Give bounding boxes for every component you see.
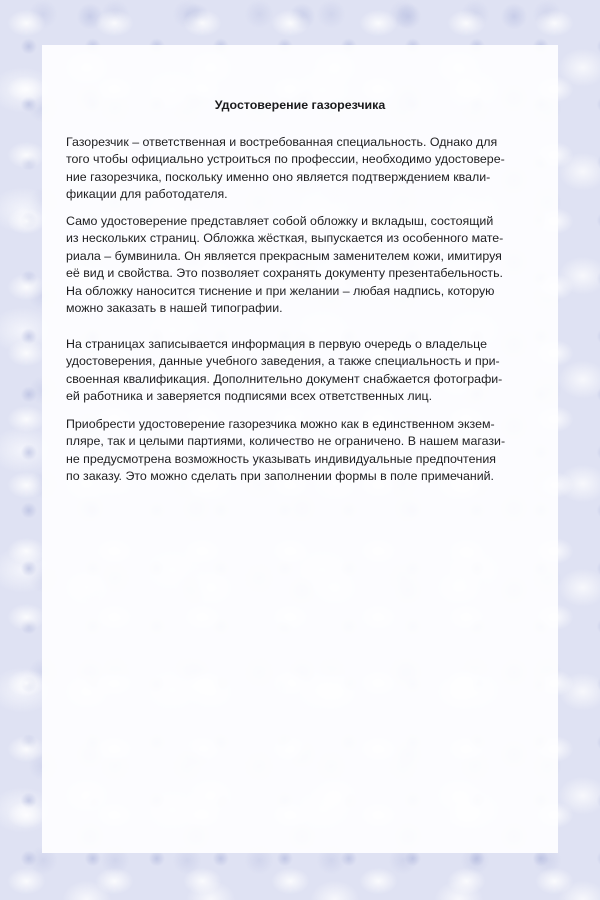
paragraph-line: Само удостоверение представляет собой обложку и вкладыш, состоящий xyxy=(66,214,494,228)
paragraph-line: ние газорезчика, поскольку именно оно является подтверждением квали- xyxy=(66,169,491,184)
paragraph-line: Приобрести удостоверение газорезчика можно как в единственном экзем- xyxy=(66,417,495,431)
paragraph-line: риала – бумвинила. Он является прекрасным заменителем кожи, имитируя xyxy=(66,248,502,263)
paragraph-1 xyxy=(66,134,546,204)
paragraph-line: можно заказать в нашей типографии. xyxy=(66,301,283,316)
document-title: Удостоверение газорезчика xyxy=(214,98,386,112)
paragraph-4 xyxy=(66,416,546,486)
paragraph-line: своенная квалификация. Дополнительно документ снабжается фотографи- xyxy=(66,371,503,386)
paragraph-3 xyxy=(66,336,546,406)
paragraph-line: ей работника и заверяется подписями всех ответственных лиц. xyxy=(66,389,433,404)
paragraph-line: того чтобы официально устроиться по профессии, необходимо удостовере- xyxy=(66,152,505,167)
paragraph-line: не предусмотрена возможность указывать индивидуальные предпочтения xyxy=(66,451,496,466)
paragraph-line: На обложку наносится тиснение и при желании – любая надпись, которую xyxy=(66,283,495,298)
paragraph-line: На страницах записывается информация в первую очередь о владельце xyxy=(66,337,488,351)
paragraph-line: её вид и свойства. Это позволяет сохранять документу презентабельность. xyxy=(66,266,503,281)
paragraph-line: по заказу. Это можно сделать при заполнении формы в поле примечаний. xyxy=(66,469,494,484)
paragraph-2 xyxy=(66,213,546,317)
paragraph-line: Газорезчик – ответственная и востребованная специальность. Однако для xyxy=(66,135,498,149)
paragraph-line: пляре, так и целыми партиями, количество не ограничено. В нашем магази- xyxy=(66,434,506,449)
paragraph-line: из нескольких страниц. Обложка жёсткая, выпускается из особенного мате- xyxy=(66,231,504,246)
paragraph-line: удостоверения, данные учебного заведения, а также специальность и при- xyxy=(66,354,500,369)
paragraph-line: фикации для работодателя. xyxy=(66,187,228,202)
document-page xyxy=(42,45,558,853)
